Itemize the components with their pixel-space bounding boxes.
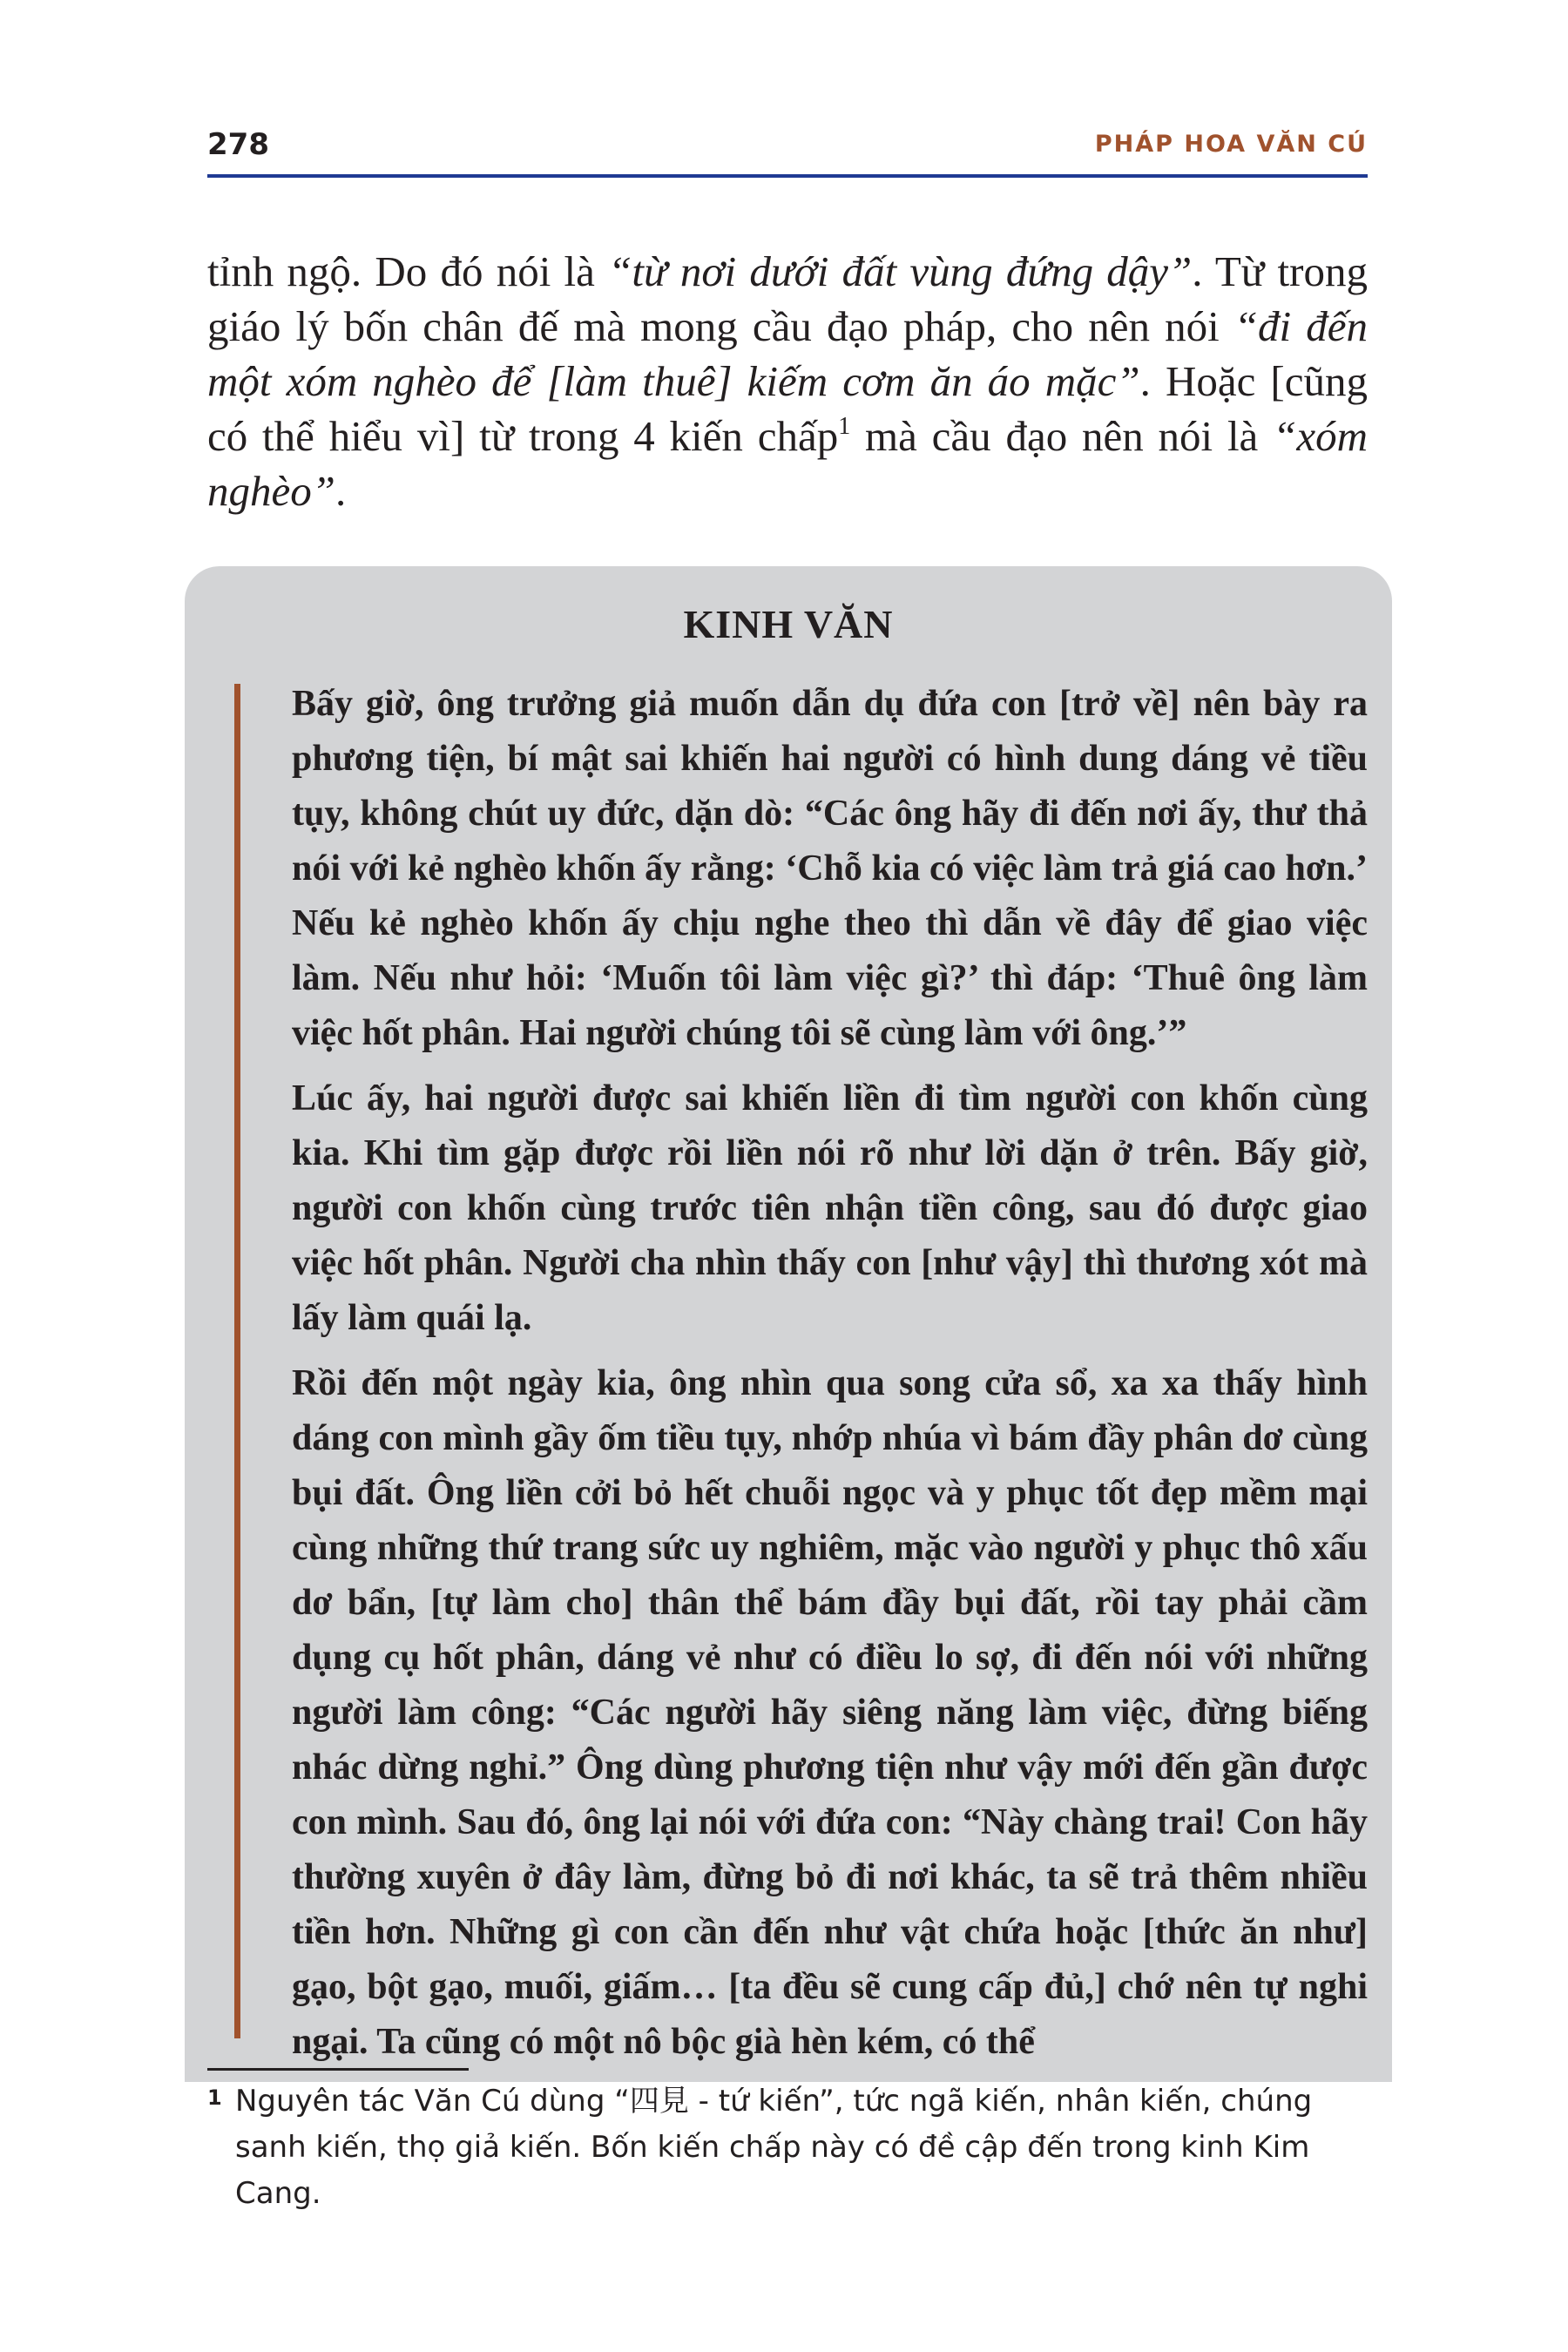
- footnote: [207, 2078, 1375, 2217]
- intro-quote: “từ nơi dưới đất vùng đứng dậy”: [608, 247, 1193, 295]
- sutra-paragraph: Lúc ấy, hai người được sai khiến liền đi tìm người con khốn cùng kia. Khi tìm gặp được rồi liền nói rõ như lời dặn ở trên. Bấy giờ, người con khốn cùng trước tiên nhận tiền công, sau đó được giao việc hốt phân. Người cha nhìn thấy con [như vậy] thì thương xót mà lấy làm quái lạ.: [292, 1078, 1368, 1338]
- intro-text: . Từ trong giáo lý bốn chân đế mà mong cầu đạo pháp, cho nên nói: [207, 247, 1368, 350]
- intro-quote: “đi đến một xóm nghèo để [làm thuê] kiếm cơm ăn áo mặc”: [207, 302, 1368, 405]
- intro-quote: “xóm nghèo”: [207, 412, 1368, 515]
- sutra-paragraph: Bấy giờ, ông trưởng giả muốn dẫn dụ đứa con [trở về] nên bày ra phương tiện, bí mật sai khiến hai người có hình dung dáng vẻ tiều tụy, không chút uy đức, dặn dò: “Các ông hãy đi đến nơi ấy, thư thả nói với kẻ nghèo khốn ấy rằng: ‘Chỗ kia có việc làm trả giá cao hơn.’ Nếu kẻ nghèo khốn ấy chịu nghe theo thì dẫn về đây để giao việc làm. Nếu như hỏi: ‘Muốn tôi làm việc gì?’ thì đáp: ‘Thuê ông làm việc hốt phân. Hai người chúng tôi sẽ cùng làm với ông.’”: [292, 684, 1368, 1053]
- intro-text: .: [335, 467, 347, 515]
- footnote-rule: [207, 2068, 469, 2071]
- intro-text: tỉnh ngộ. Do đó nói là: [207, 247, 609, 295]
- intro-paragraph: [207, 244, 1368, 518]
- sutra-text-box: [185, 566, 1392, 2082]
- intro-text: . Hoặc [cũng có thể hiểu vì] từ trong 4 kiến chấp: [207, 357, 1368, 460]
- intro-text: mà cầu đạo nên nói là: [850, 412, 1274, 460]
- footnote-reference[interactable]: 1: [838, 412, 851, 440]
- sutra-paragraph: Rồi đến một ngày kia, ông nhìn qua song cửa sổ, xa xa thấy hình dáng con mình gầy ốm tiều tụy, nhớp nhúa vì bám đầy phân dơ cùng bụi đất. Ông liền cởi bỏ hết chuỗi ngọc và y phục tốt đẹp mềm mại cùng những thứ trang sức uy nghiêm, mặc vào người y phục thô xấu dơ bẩn, [tự làm cho] thân thể bám đầy bụi đất, rồi tay phải cầm dụng cụ hốt phân, dáng vẻ như có điều lo sợ, đi đến nói với những người làm công: “Các người hãy siêng năng làm việc, đừng biếng nhác dừng nghỉ.” Ông dùng phương tiện như vậy mới đến gần được con mình. Sau đó, ông lại nói với đứa con: “Này chàng trai! Con hãy thường xuyên ở đây làm, đừng bỏ đi nơi khác, ta sẽ trả thêm nhiều tiền hơn. Những gì con cần đến như vật chứa hoặc [thức ăn như] gạo, bột gạo, muối, giấm… [ta đều sẽ cung cấp đủ,] chớ nên tự nghi ngại. Ta cũng có một nô bộc già hèn kém, có thể: [292, 1363, 1368, 2062]
- header-rule: [207, 174, 1368, 178]
- box-accent-bar: [234, 684, 240, 2038]
- page-number: 278: [207, 127, 269, 162]
- footnote-mark: 1: [207, 2085, 222, 2110]
- box-body: [292, 677, 1368, 2080]
- running-title: PHÁP HOA VĂN CÚ: [1094, 131, 1368, 158]
- box-heading: KINH VĂN: [683, 602, 894, 646]
- footnote-text: Nguyên tác Văn Cú dùng “四見 - tứ kiến”, tức ngã kiến, nhân kiến, chúng sanh kiến, thọ giả kiến. Bốn kiến chấp này có đề cập đến trong kinh Kim Cang.: [235, 2084, 1313, 2211]
- page-header: [207, 120, 1368, 181]
